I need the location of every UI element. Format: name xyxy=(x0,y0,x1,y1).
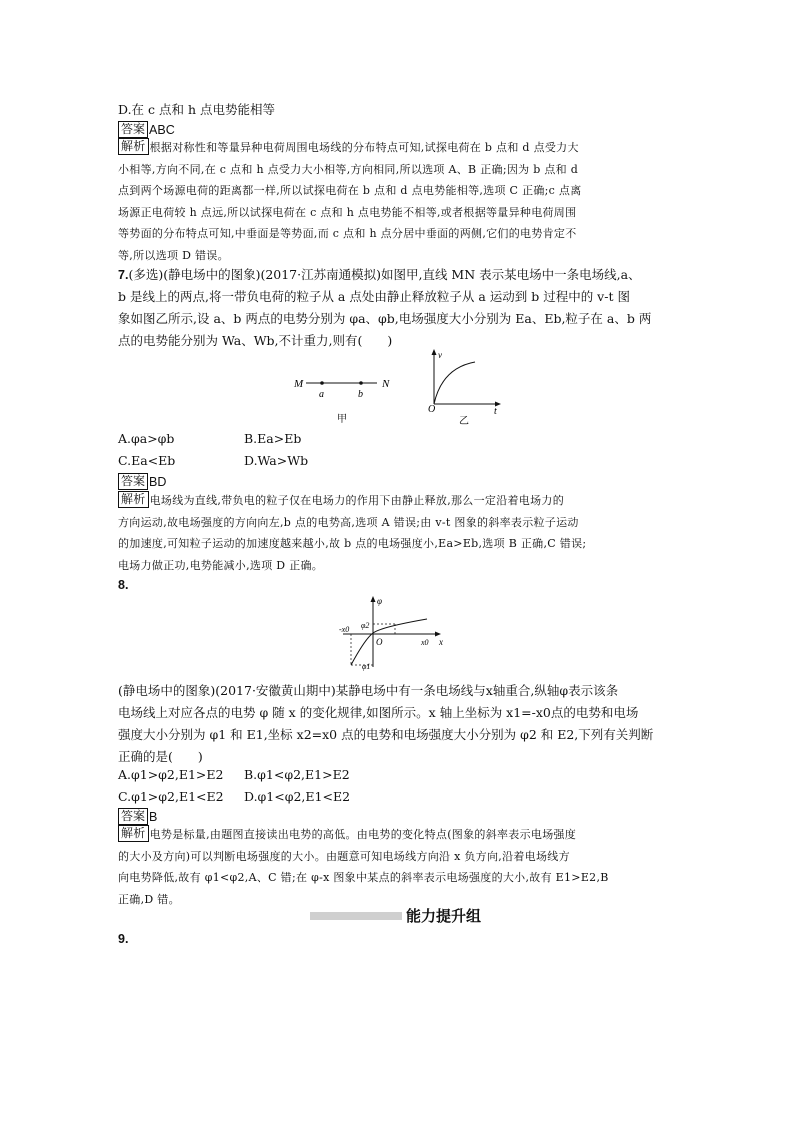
figure-yi xyxy=(428,349,501,426)
label-phi: φ xyxy=(377,596,382,606)
label-O: O xyxy=(428,404,436,415)
label-O: O xyxy=(376,637,383,647)
q7-stem-line: 象如图乙所示,设 a、b 两点的电势分别为 φa、φb,电场强度大小分别为 Ea、Eb,粒子在 a、b 两 xyxy=(118,311,652,326)
solution-label: 解析 xyxy=(118,825,149,842)
q8-solution xyxy=(118,824,678,910)
q8-option-c: C.φ1>φ2,E1<E2 xyxy=(118,789,224,804)
q8-stem-line: (静电场中的图象)(2017·安徽黄山期中)某静电场中有一条电场线与x轴重合,纵轴φ表示该条 xyxy=(118,683,619,698)
label-neg-x0: -x0 xyxy=(339,625,350,634)
label-phi2: φ2 xyxy=(361,621,370,630)
label-x0: x0 xyxy=(421,638,429,647)
q8-option-d: D.φ1<φ2,E1<E2 xyxy=(244,789,351,804)
q8-option-b: B.φ1<φ2,E1>E2 xyxy=(244,767,350,782)
q7-option-b: B.Ea>Eb xyxy=(244,431,302,446)
label-yi: 乙 xyxy=(459,416,469,426)
q7-solution-line: 方向运动,故电场强度的方向向左,b 点的电势高,选项 A 错误;由 v-t 图象的斜率表示粒子运动 xyxy=(118,515,579,529)
solution-label: 解析 xyxy=(118,491,149,508)
answer-label: 答案 xyxy=(118,121,148,138)
q7-options xyxy=(118,428,678,472)
q8-stem-line: 电场线上对应各点的电势 φ 随 x 的变化规律,如图所示。x 轴上坐标为 x1=-x0点的电势和电场 xyxy=(118,705,639,720)
section-header xyxy=(310,904,486,928)
q8-solution-line: 电势是标量,由题图直接读出电势的高低。由电势的变化特点(图象的斜率表示电场强度 xyxy=(149,828,577,841)
q7-solution-line: 电场线为直线,带负电的粒子仅在电场力的作用下由静止释放,那么一定沿着电场力的 xyxy=(149,494,564,507)
section-title: 能力提升组 xyxy=(406,907,482,925)
figure-jia xyxy=(293,378,390,425)
q7-option-c: C.Ea<Eb xyxy=(118,453,176,468)
q8-figure xyxy=(335,593,455,673)
answer-label: 答案 xyxy=(118,473,148,490)
x-axis-arrow xyxy=(435,632,441,637)
q7-stem-line: (多选)(静电场中的图象)(2017·江苏南通模拟)如图甲,直线 MN 表示某电场中一条电场线,a、 xyxy=(128,267,641,282)
section-bar xyxy=(310,912,402,920)
q7-stem-line: 点的电势能分别为 Wa、Wb,不计重力,则有( ) xyxy=(118,333,393,348)
q7-option-a: A.φa>φb xyxy=(118,431,175,446)
q7-solution-line: 的加速度,可知粒子运动的加速度越来越小,故 b 点的电场强度小,Ea>Eb,选项 B 正确,C 错误; xyxy=(118,537,587,550)
q8-options xyxy=(118,764,678,808)
label-M: M xyxy=(294,378,304,390)
q8-stem-line: 强度大小分别为 φ1 和 E1,坐标 x2=x0 点的电势和电场强度大小分别为 φ2 和 E2,下列有关判断 xyxy=(118,727,654,742)
label-t: t xyxy=(494,406,497,417)
q7-stem xyxy=(118,264,678,352)
q9-number: 9. xyxy=(118,932,129,946)
q8-number: 8. xyxy=(118,578,129,592)
phi-axis-arrow xyxy=(371,596,376,602)
q8-solution-line: 正确,D 错。 xyxy=(118,892,180,906)
label-phi1: φ1 xyxy=(362,662,371,671)
q7-solution xyxy=(118,490,678,576)
q6-solution-line: 等,所以选项 D 错误。 xyxy=(118,248,229,262)
label-a: a xyxy=(319,389,324,400)
q7-answer: BD xyxy=(149,475,167,489)
q7-stem-line: b 是线上的两点,将一带负电荷的粒子从 a 点处由静止释放粒子从 a 运动到 b 过程中的 v-t 图 xyxy=(118,289,630,304)
q6-answer: ABC xyxy=(149,123,175,137)
q6-solution-line: 小相等,方向不同,在 c 点和 h 点受力大小相等,方向相同,所以选项 A、B 正确;因为 b 点和 d xyxy=(118,162,579,176)
q6-solution-line: 根据对称性和等量异种电荷周围电场线的分布特点可知,试探电荷在 b 点和 d 点受力大 xyxy=(149,141,579,154)
q8-stem xyxy=(118,680,678,768)
q7-number: 7. xyxy=(118,268,129,282)
q6-solution-line: 点到两个场源电荷的距离都一样,所以试探电荷在 b 点和 d 点电势能相等,选项 C 正确;c 点离 xyxy=(118,184,582,197)
q8-answer: B xyxy=(149,810,158,824)
q6-solution-line: 场源正电荷较 h 点远,所以试探电荷在 c 点和 h 点电势能不相等,或者根据等量异种电荷周围 xyxy=(118,205,577,219)
label-N: N xyxy=(382,378,390,390)
q8-solution-line: 的大小及方向)可以判断电场强度的大小。由题意可知电场线方向沿 x 负方向,沿着电场线方 xyxy=(118,849,570,863)
q8-solution-line: 向电势降低,故有 φ1<φ2,A、C 错;在 φ-x 图象中某点的斜率表示电场强度的大小,故有 E1>E2,B xyxy=(118,871,609,884)
q7-option-d: D.Wa>Wb xyxy=(244,453,309,468)
v-axis-arrow xyxy=(432,349,437,355)
v-t-curve xyxy=(434,362,475,404)
q7-figure xyxy=(285,346,510,426)
point-b xyxy=(359,381,363,385)
label-jia: 甲 xyxy=(337,414,347,425)
label-x: x xyxy=(439,637,443,647)
solution-label: 解析 xyxy=(118,138,149,155)
q6-option-d: D.在 c 点和 h 点电势能相等 xyxy=(118,102,275,117)
label-v: v xyxy=(438,350,442,360)
q6-solution-line: 等势面的分布特点可知,中垂面是等势面,而 c 点和 h 点分居中垂面的两侧,它们的电势肯定不 xyxy=(118,227,577,240)
q8-stem-line: 正确的是( ) xyxy=(118,749,203,764)
q7-solution-line: 电场力做正功,电势能减小,选项 D 正确。 xyxy=(118,558,324,572)
q6-solution xyxy=(118,137,678,266)
point-a xyxy=(320,381,324,385)
label-b: b xyxy=(358,389,363,400)
q8-option-a: A.φ1>φ2,E1>E2 xyxy=(118,767,224,782)
answer-label: 答案 xyxy=(118,808,148,825)
